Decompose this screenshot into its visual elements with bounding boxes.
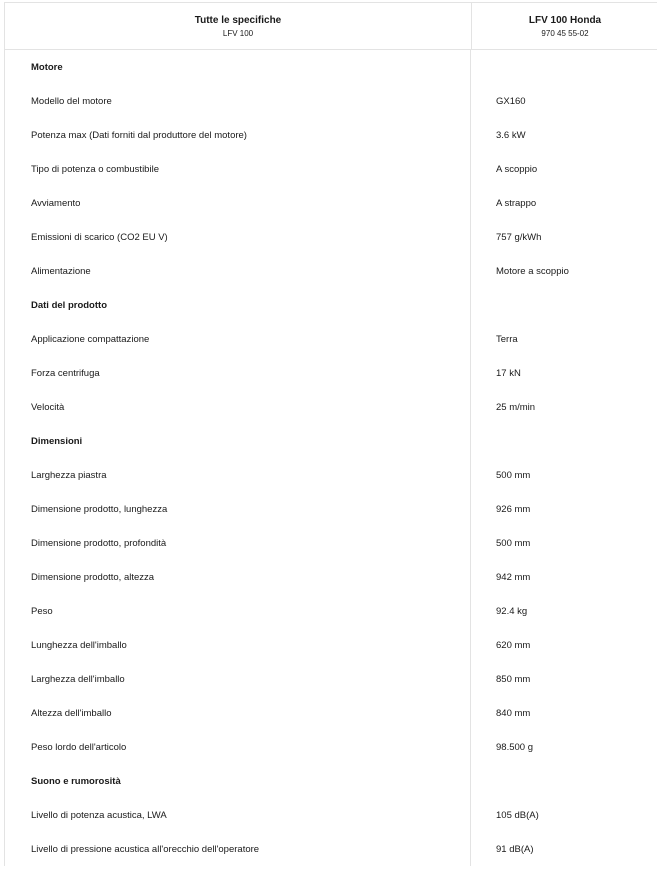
spec-value: 850 mm [496,673,531,685]
spec-label: Larghezza piastra [5,458,471,492]
spec-label: Potenza max (Dati forniti dal produttore del motore) [5,118,471,152]
spec-row [5,662,657,696]
spec-row [5,492,657,526]
spec-value: 500 mm [496,469,531,481]
spec-row [5,390,657,424]
section-header-row [5,764,657,798]
spec-row [5,186,657,220]
spec-label: Dimensione prodotto, profondità [5,526,471,560]
section-title: Dati del prodotto [5,288,471,322]
spec-label: Avviamento [5,186,471,220]
spec-row [5,798,657,832]
header-all-specs-title: Tutte le specifiche [194,14,282,26]
spec-value: 926 mm [496,503,531,515]
spec-value: A strappo [496,197,537,209]
spec-value: 500 mm [496,537,531,549]
spec-value: 98.500 g [496,741,533,753]
spec-table-header [5,3,657,50]
header-all-specs-model: LFV 100 [222,28,254,38]
spec-label: Applicazione compattazione [5,322,471,356]
spec-row [5,560,657,594]
spec-label: Velocità [5,390,471,424]
spec-label: Forza centrifuga [5,356,471,390]
spec-label: Lunghezza dell'imballo [5,628,471,662]
section-header-row [5,288,657,322]
spec-label: Dimensione prodotto, altezza [5,560,471,594]
spec-label: Larghezza dell'imballo [5,662,471,696]
spec-value: 91 dB(A) [496,843,534,855]
spec-row [5,832,657,866]
spec-label: Emissioni di scarico (CO2 EU V) [5,220,471,254]
header-product-code: 970 45 55-02 [541,28,589,38]
spec-row [5,152,657,186]
section-title: Dimensioni [5,424,471,458]
spec-label: Modello del motore [5,84,471,118]
spec-row [5,526,657,560]
spec-value: 3.6 kW [496,129,526,141]
spec-value: GX160 [496,95,526,107]
spec-rows [5,50,657,866]
spec-label: Altezza dell'imballo [5,696,471,730]
spec-label: Alimentazione [5,254,471,288]
spec-label: Peso lordo dell'articolo [5,730,471,764]
spec-label: Livello di pressione acustica all'orecchio dell'operatore [5,832,471,866]
section-header-row [5,424,657,458]
spec-row [5,322,657,356]
spec-row [5,84,657,118]
spec-value: 17 kN [496,367,521,379]
spec-value: A scoppio [496,163,538,175]
spec-row [5,118,657,152]
header-product-title: LFV 100 Honda [528,14,602,26]
spec-value: 25 m/min [496,401,536,413]
header-all-specs [5,3,472,49]
spec-row [5,730,657,764]
spec-row [5,594,657,628]
section-header-row [5,50,657,84]
header-product [472,3,657,49]
spec-value: 92.4 kg [496,605,528,617]
spec-value: 942 mm [496,571,531,583]
spec-row [5,696,657,730]
spec-value: 840 mm [496,707,531,719]
section-title: Suono e rumorosità [5,764,471,798]
spec-label: Tipo di potenza o combustibile [5,152,471,186]
spec-value: 757 g/kWh [496,231,542,243]
spec-row [5,220,657,254]
spec-value: 105 dB(A) [496,809,539,821]
spec-row [5,628,657,662]
spec-label: Dimensione prodotto, lunghezza [5,492,471,526]
section-title: Motore [5,50,471,84]
spec-row [5,458,657,492]
spec-value: Terra [496,333,518,345]
spec-row [5,356,657,390]
spec-value: Motore a scoppio [496,265,569,277]
spec-row [5,254,657,288]
spec-label: Livello di potenza acustica, LWA [5,798,471,832]
spec-label: Peso [5,594,471,628]
spec-value: 620 mm [496,639,531,651]
spec-table [4,2,657,866]
